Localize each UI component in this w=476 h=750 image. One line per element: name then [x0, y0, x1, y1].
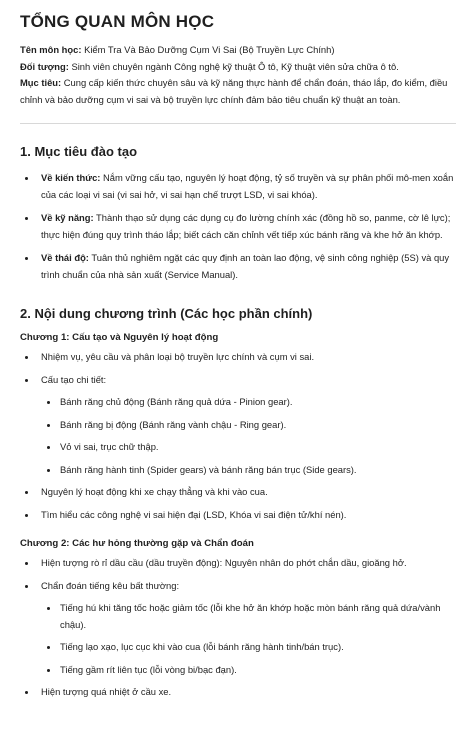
section-heading-program-content: 2. Nội dung chương trình (Các học phần chính) — [20, 306, 313, 321]
chapter-1-sublist — [41, 394, 456, 478]
section-divider — [20, 123, 456, 124]
chapter-1-heading: Chương 1: Cấu tạo và Nguyên lý hoạt động — [20, 332, 219, 343]
goal-value: Cung cấp kiến thức chuyên sâu và kỹ năng thực hành để chẩn đoán, tháo lắp, đo kiểm, điều chỉnh và bảo dưỡng cụm vi sai và bộ truyền lực chính đảm bảo tiêu chuẩn kỹ thuật an toàn. — [20, 77, 448, 105]
goal-label: Mục tiêu: — [20, 77, 62, 88]
goal-line — [20, 75, 456, 108]
goal-item-label: Về kỹ năng: — [41, 212, 94, 223]
section-heading-training-goals: 1. Mục tiêu đào tạo — [20, 144, 138, 159]
list-item-with-sublist — [20, 578, 456, 679]
audience-value: Sinh viên chuyên ngành Công nghệ kỹ thuật Ô tô, Kỹ thuật viên sửa chữa ô tô. — [68, 60, 399, 72]
list-item — [20, 250, 456, 283]
audience-label: Đối tượng: — [20, 60, 69, 72]
list-item-with-sublist — [20, 372, 456, 479]
list-item-text: Cấu tạo chi tiết: — [41, 373, 107, 385]
list-item — [20, 170, 456, 203]
course-name-line — [20, 42, 456, 59]
chapter-2-heading: Chương 2: Các hư hỏng thường gặp và Chẩn đoán — [20, 538, 254, 549]
sub-list-item: Tiếng hú khi tăng tốc hoặc giảm tốc (lỗi khe hở ăn khớp hoặc mòn bánh răng quả dứa/vành chậu). — [41, 600, 456, 633]
goal-item-text: Thành thạo sử dụng các dụng cụ đo lường chính xác (đồng hồ so, panme, cờ lê lực); thực hiện đúng quy trình tháo lắp; biết cách căn chỉnh vết tiếp xúc bánh răng và khe hở ăn khớp. — [41, 212, 451, 240]
goal-item-text: Nắm vững cấu tạo, nguyên lý hoạt động, tỷ số truyền và sự phân phối mô-men xoắn của các loại vi sai (vi sai hở, vi sai hạn chế trượt LSD, vi sai khóa). — [41, 172, 454, 200]
chapter-2-sublist — [41, 600, 456, 678]
list-item: Nhiệm vụ, yêu cầu và phân loại bộ truyền lực chính và cụm vi sai. — [20, 349, 456, 366]
course-name-label: Tên môn học: — [20, 44, 82, 55]
goal-item-label: Về kiến thức: — [41, 172, 101, 183]
sub-list-item: Bánh răng bị động (Bánh răng vành chậu - Ring gear). — [41, 417, 456, 434]
goal-item-text: Tuân thủ nghiêm ngặt các quy định an toàn lao động, vệ sinh công nghiệp (5S) và quy trình chuẩn của nhà sản xuất (Service Manual). — [41, 252, 450, 280]
chapter-2-list — [20, 555, 456, 701]
list-item: Nguyên lý hoạt động khi xe chạy thẳng và khi vào cua. — [20, 484, 456, 501]
list-item: Tìm hiểu các công nghệ vi sai hiện đại (LSD, Khóa vi sai điện tử/khí nén). — [20, 507, 456, 524]
list-item: Hiện tượng rò rỉ dầu cầu (dầu truyền động): Nguyên nhân do phớt chắn dầu, gioăng hở. — [20, 555, 456, 572]
sub-list-item: Bánh răng hành tinh (Spider gears) và bánh răng bán trục (Side gears). — [41, 462, 456, 479]
chapter-1-list — [20, 349, 456, 523]
training-goals-list — [20, 170, 456, 283]
list-item — [20, 210, 456, 243]
course-name-value: Kiểm Tra Và Bảo Dưỡng Cụm Vi Sai (Bộ Truyền Lực Chính) — [81, 44, 335, 55]
sub-list-item: Tiếng gầm rít liên tục (lỗi vòng bi/bạc đạn). — [41, 662, 456, 679]
list-item: Hiện tượng quá nhiệt ở cầu xe. — [20, 684, 456, 701]
audience-line — [20, 59, 456, 76]
sub-list-item: Bánh răng chủ động (Bánh răng quả dứa - Pinion gear). — [41, 394, 456, 411]
page-title: TỔNG QUAN MÔN HỌC — [20, 12, 215, 31]
list-item-text: Chẩn đoán tiếng kêu bất thường: — [41, 579, 180, 591]
sub-list-item: Tiếng lạo xạo, lục cục khi vào cua (lỗi bánh răng hành tinh/bán trục). — [41, 639, 456, 656]
goal-item-label: Về thái độ: — [41, 252, 89, 263]
course-overview — [20, 42, 456, 108]
sub-list-item: Vỏ vi sai, trục chữ thập. — [41, 439, 456, 456]
